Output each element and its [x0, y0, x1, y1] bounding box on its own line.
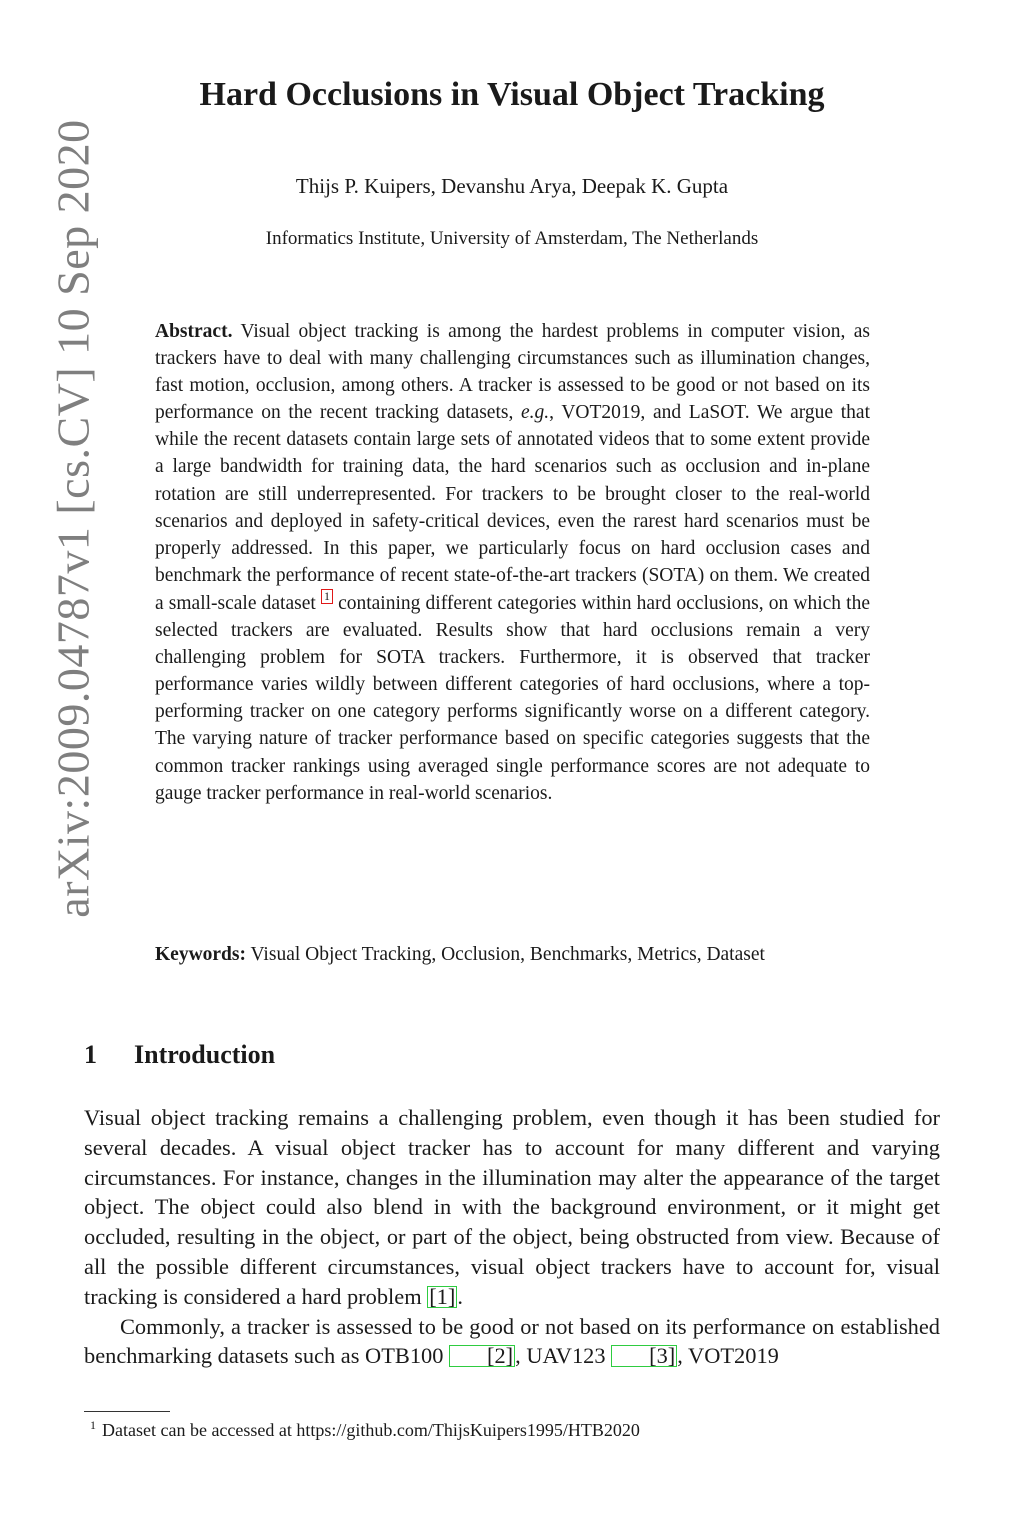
paragraph-2-text-3: , VOT2019	[677, 1343, 779, 1369]
abstract-text-2: , VOT2019, and LaSOT. We argue that while the recent datasets contain large sets of annotated videos that to some extent provide a large bandwidth for training data, the hard scenarios such as occlusion and in-plane rotation are still underrepresented. For trackers to be brought closer to the real-world scenarios and deployed in safety-critical devices, even the rarest hard scenarios must be properly addressed. In this paper, we particularly focus on hard occlusion cases and benchmark the performance of recent state-of-the-art trackers (SOTA) on them. We created a small-scale dataset	[155, 402, 870, 614]
keywords-text: Visual Object Tracking, Occlusion, Benchmarks, Metrics, Dataset	[246, 944, 765, 965]
abstract-text-1: Visual object tracking is among the hardest problems in computer vision, as trackers have to deal with many challenging circumstances such as illumination changes, fast motion, occlusion, among others. A tracker is assessed to be good or not based on its performance on the recent tracking datasets,	[155, 321, 870, 424]
keywords-label: Keywords:	[155, 944, 246, 965]
citation-link-2[interactable]: [2]	[449, 1345, 515, 1367]
paragraph-1	[84, 1103, 940, 1312]
paragraph-2	[84, 1312, 940, 1372]
citation-link-1[interactable]: [1]	[429, 1283, 456, 1309]
abstract	[155, 318, 870, 807]
body-text	[84, 1103, 940, 1371]
footnote-rule	[84, 1411, 170, 1412]
abstract-eg: e.g.	[521, 402, 550, 424]
footnote-text: Dataset can be accessed at https://github.com/ThijsKuipers1995/HTB2020	[102, 1420, 640, 1440]
arxiv-id: arXiv:2009.04787v1 [cs.CV] 10 Sep 2020	[47, 118, 99, 918]
paragraph-2-text-1: Commonly, a tracker is assessed to be good or not based on its performance on established benchmarking datasets such as OTB100	[84, 1313, 940, 1369]
section-number: 1	[84, 1040, 97, 1069]
citation-link-3[interactable]: [3]	[611, 1345, 677, 1367]
footnote-mark: 1	[90, 1418, 96, 1432]
authors: Thijs P. Kuipers, Devanshu Arya, Deepak K. Gupta	[295, 174, 729, 198]
paragraph-1-text: Visual object tracking remains a challenging problem, even though it has been studied for several decades. A visual object tracker has to account for many different and varying circumstances. For instance, changes in the illumination may alter the appearance of the target object. The object could also blend in with the background environment, or it might get occluded, resulting in the object, or part of the object, being obstructed from view. Because of all the possible different circumstances, visual object trackers have to account for, visual tracking is considered a hard problem	[84, 1105, 940, 1309]
affiliation: Informatics Institute, University of Amsterdam, The Netherlands	[265, 228, 759, 249]
paper-title: Hard Occlusions in Visual Object Tracking	[199, 76, 825, 113]
abstract-label: Abstract.	[155, 321, 233, 342]
arxiv-stamp	[38, 88, 108, 948]
section-heading	[84, 1040, 275, 1070]
paragraph-2-text-2: , UAV123	[515, 1343, 612, 1369]
footnote-ref-link[interactable]: 1	[321, 589, 333, 604]
footnote	[90, 1418, 640, 1441]
keywords	[155, 941, 870, 968]
section-title: Introduction	[134, 1040, 276, 1069]
paragraph-1-end: .	[457, 1283, 463, 1309]
abstract-text-3: containing different categories within hard occlusions, on which the selected trackers are evaluated. Results show that hard occlusions remain a very challenging problem for SOTA trackers. Furthermore, it is observed that tracker performance varies wildly between different categories of hard occlusions, where a top-performing tracker on one category performs significantly worse on a different category. The varying nature of tracker performance based on specific categories suggests that the common tracker rankings using averaged single performance scores are not adequate to gauge tracker performance in real-world scenarios.	[155, 592, 870, 804]
